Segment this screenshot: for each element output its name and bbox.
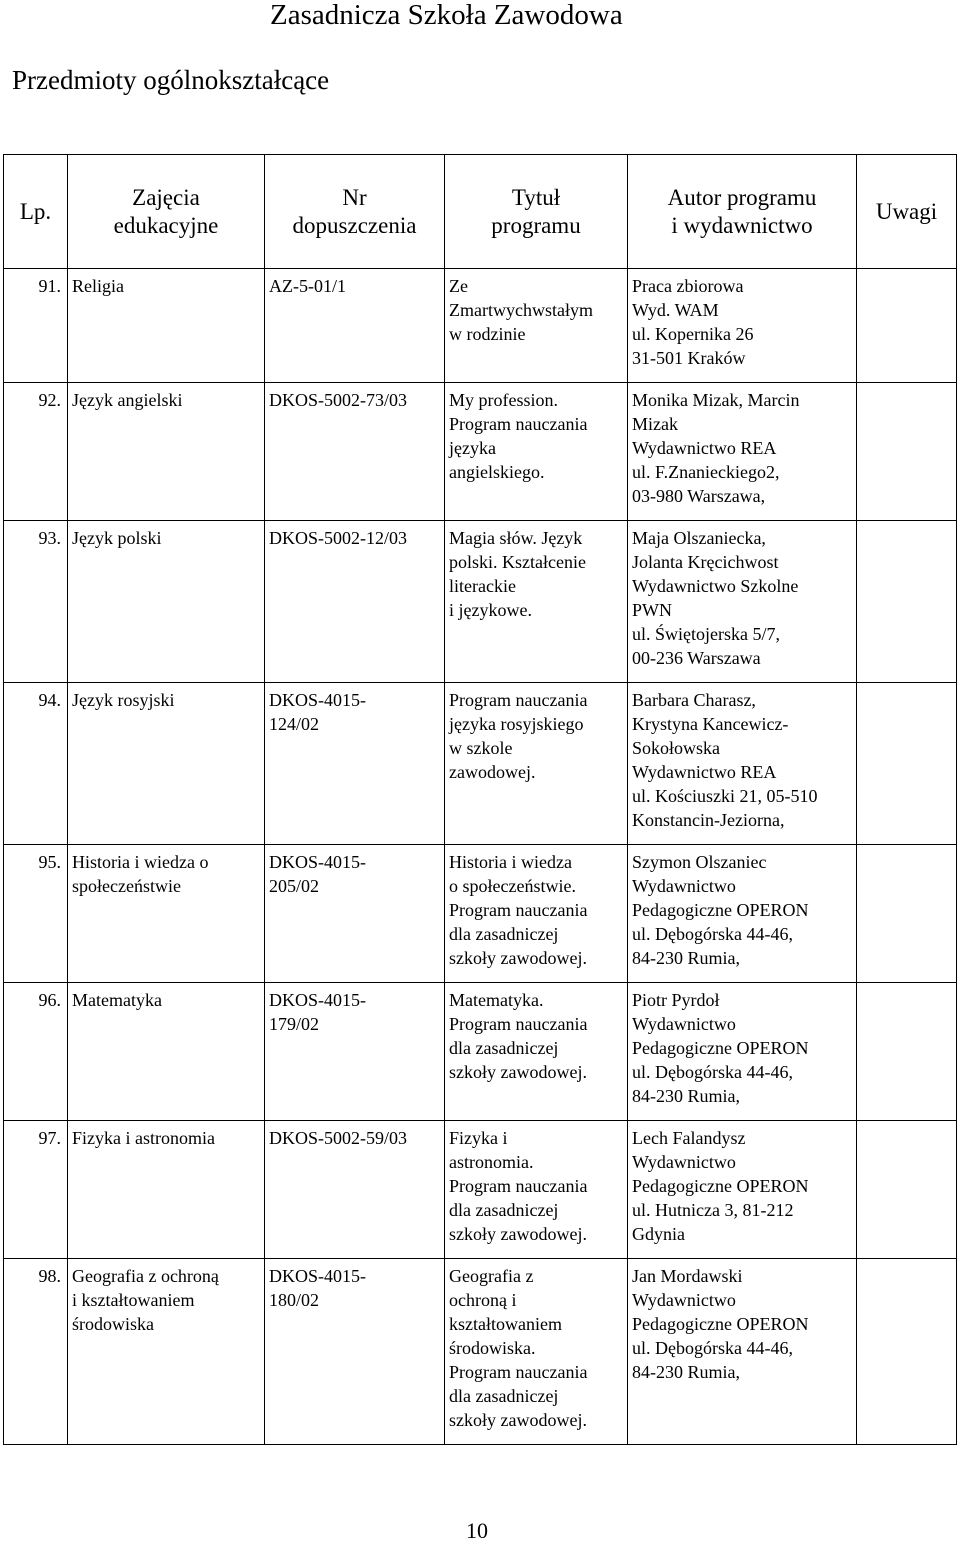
cell-title — [445, 1121, 628, 1259]
subject-line: Język polski — [72, 528, 162, 548]
subject-line: Fizyka i astronomia — [72, 1128, 215, 1148]
cell-title — [445, 983, 628, 1121]
cell-nr — [265, 983, 445, 1121]
title-line: Program nauczania — [449, 1176, 588, 1196]
cell-title — [445, 1259, 628, 1445]
cell-nr — [265, 1121, 445, 1259]
title-line: Program nauczania — [449, 900, 588, 920]
cell-author — [628, 1121, 857, 1259]
title-line: Fizyka i — [449, 1128, 508, 1148]
author-line: Wydawnictwo REA — [632, 762, 777, 782]
cell-author — [628, 521, 857, 683]
author-line: ul. Dębogórska 44-46, — [632, 924, 793, 944]
title-line: języka — [449, 438, 496, 458]
cell-subject — [68, 521, 265, 683]
cell-nr — [265, 269, 445, 383]
author-line: Wydawnictwo — [632, 1290, 736, 1310]
title-line: angielskiego. — [449, 462, 545, 482]
title-line: o społeczeństwie. — [449, 876, 576, 896]
table-row — [4, 983, 957, 1121]
author-line: Wydawnictwo Szkolne — [632, 576, 799, 596]
cell-author — [628, 845, 857, 983]
header-notes: Uwagi — [857, 155, 957, 269]
title-line: ochroną i — [449, 1290, 517, 1310]
author-line: Wydawnictwo — [632, 1152, 736, 1172]
title-line: Magia słów. Język — [449, 528, 583, 548]
author-line: 84-230 Rumia, — [632, 948, 740, 968]
subject-line: Historia i wiedza o — [72, 852, 209, 872]
subject-line: środowiska — [72, 1314, 154, 1334]
title-line: środowiska. — [449, 1338, 536, 1358]
cell-lp: 91. — [4, 269, 68, 383]
cell-nr — [265, 683, 445, 845]
cell-nr — [265, 521, 445, 683]
author-line: ul. Świętojerska 5/7, — [632, 624, 780, 644]
subject-line: Język angielski — [72, 390, 183, 410]
title-line: szkoły zawodowej. — [449, 1224, 587, 1244]
page-number: 10 — [466, 1518, 488, 1543]
author-line: PWN — [632, 600, 672, 620]
title-line: Program nauczania — [449, 1362, 588, 1382]
cell-lp: 96. — [4, 983, 68, 1121]
author-line: Wydawnictwo REA — [632, 438, 777, 458]
title-line: szkoły zawodowej. — [449, 1062, 587, 1082]
cell-lp: 93. — [4, 521, 68, 683]
author-line: Barbara Charasz, — [632, 690, 756, 710]
table-row — [4, 383, 957, 521]
title-line: w rodzinie — [449, 324, 526, 344]
author-line: 31-501 Kraków — [632, 348, 746, 368]
title-line: literackie — [449, 576, 516, 596]
author-line: 84-230 Rumia, — [632, 1086, 740, 1106]
cell-notes — [857, 983, 957, 1121]
cell-notes — [857, 521, 957, 683]
title-line: dla zasadniczej — [449, 1038, 559, 1058]
header-title: Tytuł programu — [445, 155, 628, 269]
title-line: Zmartwychwstałym — [449, 300, 593, 320]
title-line: astronomia. — [449, 1152, 534, 1172]
title-line: Program nauczania — [449, 1014, 588, 1034]
cell-notes — [857, 683, 957, 845]
title-line: i językowe. — [449, 600, 532, 620]
author-line: Jan Mordawski — [632, 1266, 743, 1286]
nr-line: 205/02 — [269, 876, 320, 896]
author-line: Pedagogiczne OPERON — [632, 1314, 809, 1334]
section-heading: Przedmioty ogólnokształcące — [12, 65, 330, 95]
cell-author — [628, 683, 857, 845]
cell-subject — [68, 845, 265, 983]
title-line: Matematyka. — [449, 990, 544, 1010]
nr-line: 179/02 — [269, 1014, 320, 1034]
title-line: kształtowaniem — [449, 1314, 562, 1334]
cell-nr — [265, 845, 445, 983]
author-line: ul. Kościuszki 21, 05-510 — [632, 786, 818, 806]
table-row — [4, 1121, 957, 1259]
cell-subject — [68, 1259, 265, 1445]
title-line: dla zasadniczej — [449, 1386, 559, 1406]
table-row — [4, 683, 957, 845]
cell-author — [628, 1259, 857, 1445]
table-row — [4, 269, 957, 383]
author-line: Mizak — [632, 414, 678, 434]
cell-title — [445, 521, 628, 683]
cell-lp: 97. — [4, 1121, 68, 1259]
author-line: Lech Falandysz — [632, 1128, 746, 1148]
author-line: Pedagogiczne OPERON — [632, 900, 809, 920]
cell-lp: 92. — [4, 383, 68, 521]
nr-line: DKOS-4015- — [269, 690, 366, 710]
title-line: w szkole — [449, 738, 513, 758]
author-line: Jolanta Kręcichwost — [632, 552, 779, 572]
header-author: Autor programu i wydawnictwo — [628, 155, 857, 269]
cell-lp: 95. — [4, 845, 68, 983]
header-lp: Lp. — [4, 155, 68, 269]
nr-line: DKOS-4015- — [269, 990, 366, 1010]
title-line: My profession. — [449, 390, 558, 410]
nr-line: AZ-5-01/1 — [269, 276, 346, 296]
author-line: Praca zbiorowa — [632, 276, 744, 296]
subject-line: Język rosyjski — [72, 690, 175, 710]
author-line: ul. Hutnicza 3, 81-212 — [632, 1200, 794, 1220]
subject-line: Religia — [72, 276, 124, 296]
cell-subject — [68, 683, 265, 845]
subject-line: Matematyka — [72, 990, 162, 1010]
author-line: Szymon Olszaniec — [632, 852, 767, 872]
header-row — [4, 155, 957, 269]
cell-subject — [68, 269, 265, 383]
nr-line: DKOS-5002-12/03 — [269, 528, 407, 548]
cell-lp: 94. — [4, 683, 68, 845]
table-row — [4, 1259, 957, 1445]
cell-notes — [857, 383, 957, 521]
title-line: Historia i wiedza — [449, 852, 572, 872]
cell-notes — [857, 1121, 957, 1259]
cell-notes — [857, 845, 957, 983]
author-line: ul. F.Znanieckiego2, — [632, 462, 780, 482]
author-line: ul. Kopernika 26 — [632, 324, 754, 344]
cell-author — [628, 269, 857, 383]
cell-title — [445, 269, 628, 383]
author-line: 03-980 Warszawa, — [632, 486, 766, 506]
author-line: Monika Mizak, Marcin — [632, 390, 800, 410]
title-line: Ze — [449, 276, 468, 296]
title-line: języka rosyjskiego — [449, 714, 584, 734]
author-line: Piotr Pyrdoł — [632, 990, 720, 1010]
title-line: szkoły zawodowej. — [449, 948, 587, 968]
cell-nr — [265, 383, 445, 521]
cell-subject — [68, 983, 265, 1121]
author-line: Pedagogiczne OPERON — [632, 1038, 809, 1058]
author-line: Wydawnictwo — [632, 1014, 736, 1034]
author-line: Konstancin-Jeziorna, — [632, 810, 785, 830]
nr-line: DKOS-4015- — [269, 852, 366, 872]
title-line: Geografia z — [449, 1266, 534, 1286]
nr-line: 180/02 — [269, 1290, 320, 1310]
nr-line: DKOS-4015- — [269, 1266, 366, 1286]
nr-line: DKOS-5002-59/03 — [269, 1128, 407, 1148]
cell-title — [445, 845, 628, 983]
author-line: Wyd. WAM — [632, 300, 719, 320]
cell-notes — [857, 1259, 957, 1445]
table-row — [4, 845, 957, 983]
author-line: 84-230 Rumia, — [632, 1362, 740, 1382]
title-line: Program nauczania — [449, 414, 588, 434]
title-line: polski. Kształcenie — [449, 552, 586, 572]
title-line: zawodowej. — [449, 762, 536, 782]
title-line: dla zasadniczej — [449, 1200, 559, 1220]
cell-subject — [68, 1121, 265, 1259]
author-line: Wydawnictwo — [632, 876, 736, 896]
header-nr: Nr dopuszczenia — [265, 155, 445, 269]
subject-line: i kształtowaniem — [72, 1290, 195, 1310]
author-line: Gdynia — [632, 1224, 685, 1244]
cell-notes — [857, 269, 957, 383]
author-line: Sokołowska — [632, 738, 721, 758]
cell-title — [445, 683, 628, 845]
cell-author — [628, 383, 857, 521]
school-title: Zasadnicza Szkoła Zawodowa — [270, 0, 623, 31]
author-line: Pedagogiczne OPERON — [632, 1176, 809, 1196]
author-line: ul. Dębogórska 44-46, — [632, 1338, 793, 1358]
program-table — [3, 154, 957, 1445]
cell-author — [628, 983, 857, 1121]
header-subject: Zajęcia edukacyjne — [68, 155, 265, 269]
nr-line: 124/02 — [269, 714, 320, 734]
author-line: 00-236 Warszawa — [632, 648, 761, 668]
cell-title — [445, 383, 628, 521]
title-line: Program nauczania — [449, 690, 588, 710]
author-line: Krystyna Kancewicz- — [632, 714, 789, 734]
cell-lp: 98. — [4, 1259, 68, 1445]
author-line: Maja Olszaniecka, — [632, 528, 766, 548]
subject-line: Geografia z ochroną — [72, 1266, 219, 1286]
title-line: dla zasadniczej — [449, 924, 559, 944]
table-row — [4, 521, 957, 683]
title-line: szkoły zawodowej. — [449, 1410, 587, 1430]
author-line: ul. Dębogórska 44-46, — [632, 1062, 793, 1082]
cell-nr — [265, 1259, 445, 1445]
nr-line: DKOS-5002-73/03 — [269, 390, 407, 410]
subject-line: społeczeństwie — [72, 876, 181, 896]
cell-subject — [68, 383, 265, 521]
